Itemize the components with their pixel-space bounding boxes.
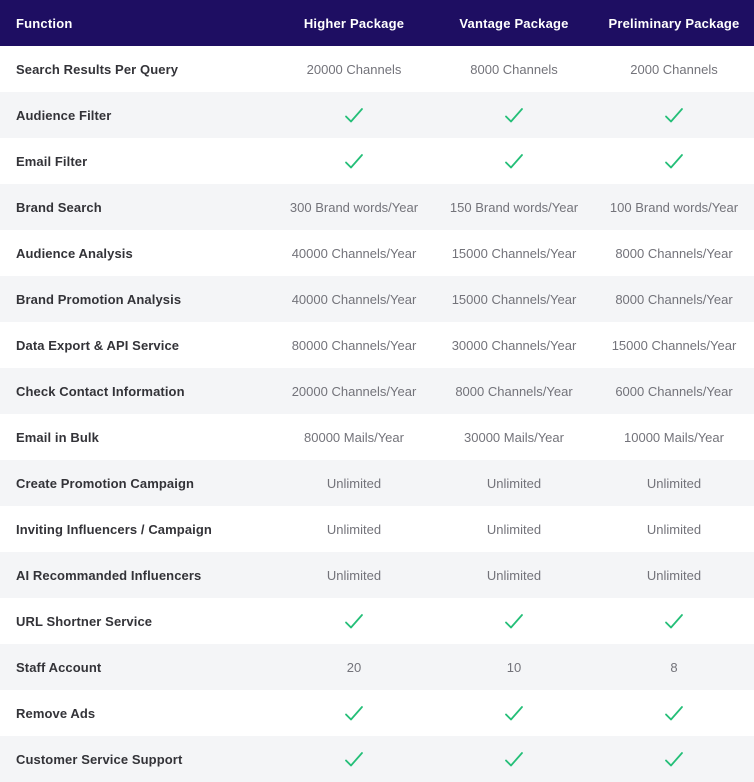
table-row (0, 690, 754, 736)
value-cell (434, 107, 594, 124)
value-text: Unlimited (646, 521, 702, 537)
value-text: Unlimited (646, 567, 702, 583)
check-icon (344, 107, 364, 124)
function-label: Customer Service Support (16, 751, 183, 767)
value-cell (434, 246, 594, 261)
value-text: Unlimited (326, 567, 382, 583)
value-text: 40000 Channels/Year (291, 291, 417, 307)
value-cell (434, 660, 594, 675)
value-cell (594, 522, 754, 537)
value-cell (594, 568, 754, 583)
function-label: Check Contact Information (16, 383, 185, 399)
check-icon (504, 153, 524, 170)
table-row (0, 276, 754, 322)
check-icon (344, 705, 364, 722)
check-icon (664, 751, 684, 768)
value-cell (274, 153, 434, 170)
check-icon (504, 613, 524, 630)
value-cell (274, 384, 434, 399)
value-text: 8000 Channels/Year (615, 291, 733, 307)
value-text: 6000 Channels/Year (615, 383, 733, 399)
value-cell (434, 430, 594, 445)
value-text: 8000 Channels (470, 61, 558, 77)
value-cell (274, 200, 434, 215)
function-label: Inviting Influencers / Campaign (16, 521, 212, 537)
check-icon (664, 107, 684, 124)
value-cell (274, 476, 434, 491)
value-cell (594, 107, 754, 124)
value-text: 8000 Channels/Year (615, 245, 733, 261)
value-cell (594, 705, 754, 722)
value-text: 20000 Channels (306, 61, 402, 77)
table-row (0, 368, 754, 414)
value-text: 15000 Channels/Year (451, 245, 577, 261)
table-row (0, 46, 754, 92)
check-icon (664, 705, 684, 722)
value-cell (594, 153, 754, 170)
value-text: 150 Brand words/Year (449, 199, 579, 215)
value-cell (594, 384, 754, 399)
check-icon (504, 107, 524, 124)
value-cell (274, 62, 434, 77)
table-row (0, 92, 754, 138)
check-icon (344, 751, 364, 768)
value-text: Unlimited (646, 475, 702, 491)
value-cell (434, 338, 594, 353)
value-text: 30000 Channels/Year (451, 337, 577, 353)
value-text: 20 (346, 659, 362, 675)
function-label: Remove Ads (16, 705, 96, 721)
table-header-row (0, 0, 754, 46)
value-cell (434, 705, 594, 722)
check-icon (504, 751, 524, 768)
value-cell (434, 751, 594, 768)
function-label: Staff Account (16, 659, 102, 675)
value-cell (594, 292, 754, 307)
value-cell (434, 476, 594, 491)
value-cell (594, 430, 754, 445)
value-text: 2000 Channels (630, 61, 718, 77)
value-text: 20000 Channels/Year (291, 383, 417, 399)
value-cell (594, 338, 754, 353)
value-cell (594, 246, 754, 261)
value-cell (594, 62, 754, 77)
value-text: Unlimited (486, 521, 542, 537)
value-cell (434, 568, 594, 583)
value-cell (274, 705, 434, 722)
value-text: 100 Brand words/Year (609, 199, 739, 215)
column-header-vantage-package: Vantage Package (459, 15, 569, 31)
value-cell (434, 522, 594, 537)
table-row (0, 230, 754, 276)
value-text: 15000 Channels/Year (611, 337, 737, 353)
value-cell (594, 476, 754, 491)
table-row (0, 184, 754, 230)
value-cell (594, 200, 754, 215)
value-cell (274, 568, 434, 583)
table-row (0, 138, 754, 184)
function-label: Brand Promotion Analysis (16, 291, 182, 307)
function-label: Audience Analysis (16, 245, 133, 261)
value-text: Unlimited (486, 567, 542, 583)
value-text: 80000 Channels/Year (291, 337, 417, 353)
value-cell (274, 246, 434, 261)
value-cell (274, 107, 434, 124)
table-row (0, 736, 754, 782)
check-icon (344, 613, 364, 630)
value-cell (274, 522, 434, 537)
value-cell (274, 430, 434, 445)
value-cell (274, 613, 434, 630)
value-cell (274, 751, 434, 768)
value-text: 8 (670, 659, 678, 675)
value-text: 10 (506, 659, 522, 675)
table-row (0, 506, 754, 552)
column-header-function: Function (16, 15, 73, 31)
check-icon (344, 153, 364, 170)
function-label: Search Results Per Query (16, 61, 179, 77)
table-row (0, 460, 754, 506)
function-label: URL Shortner Service (16, 613, 153, 629)
value-cell (434, 384, 594, 399)
check-icon (664, 613, 684, 630)
value-cell (594, 613, 754, 630)
function-label: Data Export & API Service (16, 337, 180, 353)
value-cell (274, 660, 434, 675)
value-cell (274, 338, 434, 353)
value-text: 15000 Channels/Year (451, 291, 577, 307)
table-body (0, 46, 754, 782)
value-text: 10000 Mails/Year (624, 429, 724, 445)
table-row (0, 598, 754, 644)
value-text: 80000 Mails/Year (304, 429, 404, 445)
table-row (0, 644, 754, 690)
function-label: Create Promotion Campaign (16, 475, 195, 491)
column-header-preliminary-package: Preliminary Package (608, 15, 740, 31)
check-icon (504, 705, 524, 722)
value-text: Unlimited (486, 475, 542, 491)
value-text: Unlimited (326, 521, 382, 537)
value-text: 30000 Mails/Year (464, 429, 564, 445)
value-text: 40000 Channels/Year (291, 245, 417, 261)
function-label: Email in Bulk (16, 429, 99, 445)
check-icon (664, 153, 684, 170)
value-cell (434, 153, 594, 170)
value-cell (434, 292, 594, 307)
function-label: Brand Search (16, 199, 102, 215)
table-row (0, 322, 754, 368)
value-cell (434, 200, 594, 215)
value-text: 8000 Channels/Year (455, 383, 573, 399)
function-label: Audience Filter (16, 107, 112, 123)
function-label: Email Filter (16, 153, 88, 169)
value-cell (434, 62, 594, 77)
column-header-higher-package: Higher Package (303, 15, 405, 31)
value-text: Unlimited (326, 475, 382, 491)
table-row (0, 552, 754, 598)
function-label: AI Recommanded Influencers (16, 567, 202, 583)
value-cell (274, 292, 434, 307)
value-cell (594, 751, 754, 768)
value-text: 300 Brand words/Year (289, 199, 419, 215)
table-row (0, 414, 754, 460)
value-cell (434, 613, 594, 630)
value-cell (594, 660, 754, 675)
